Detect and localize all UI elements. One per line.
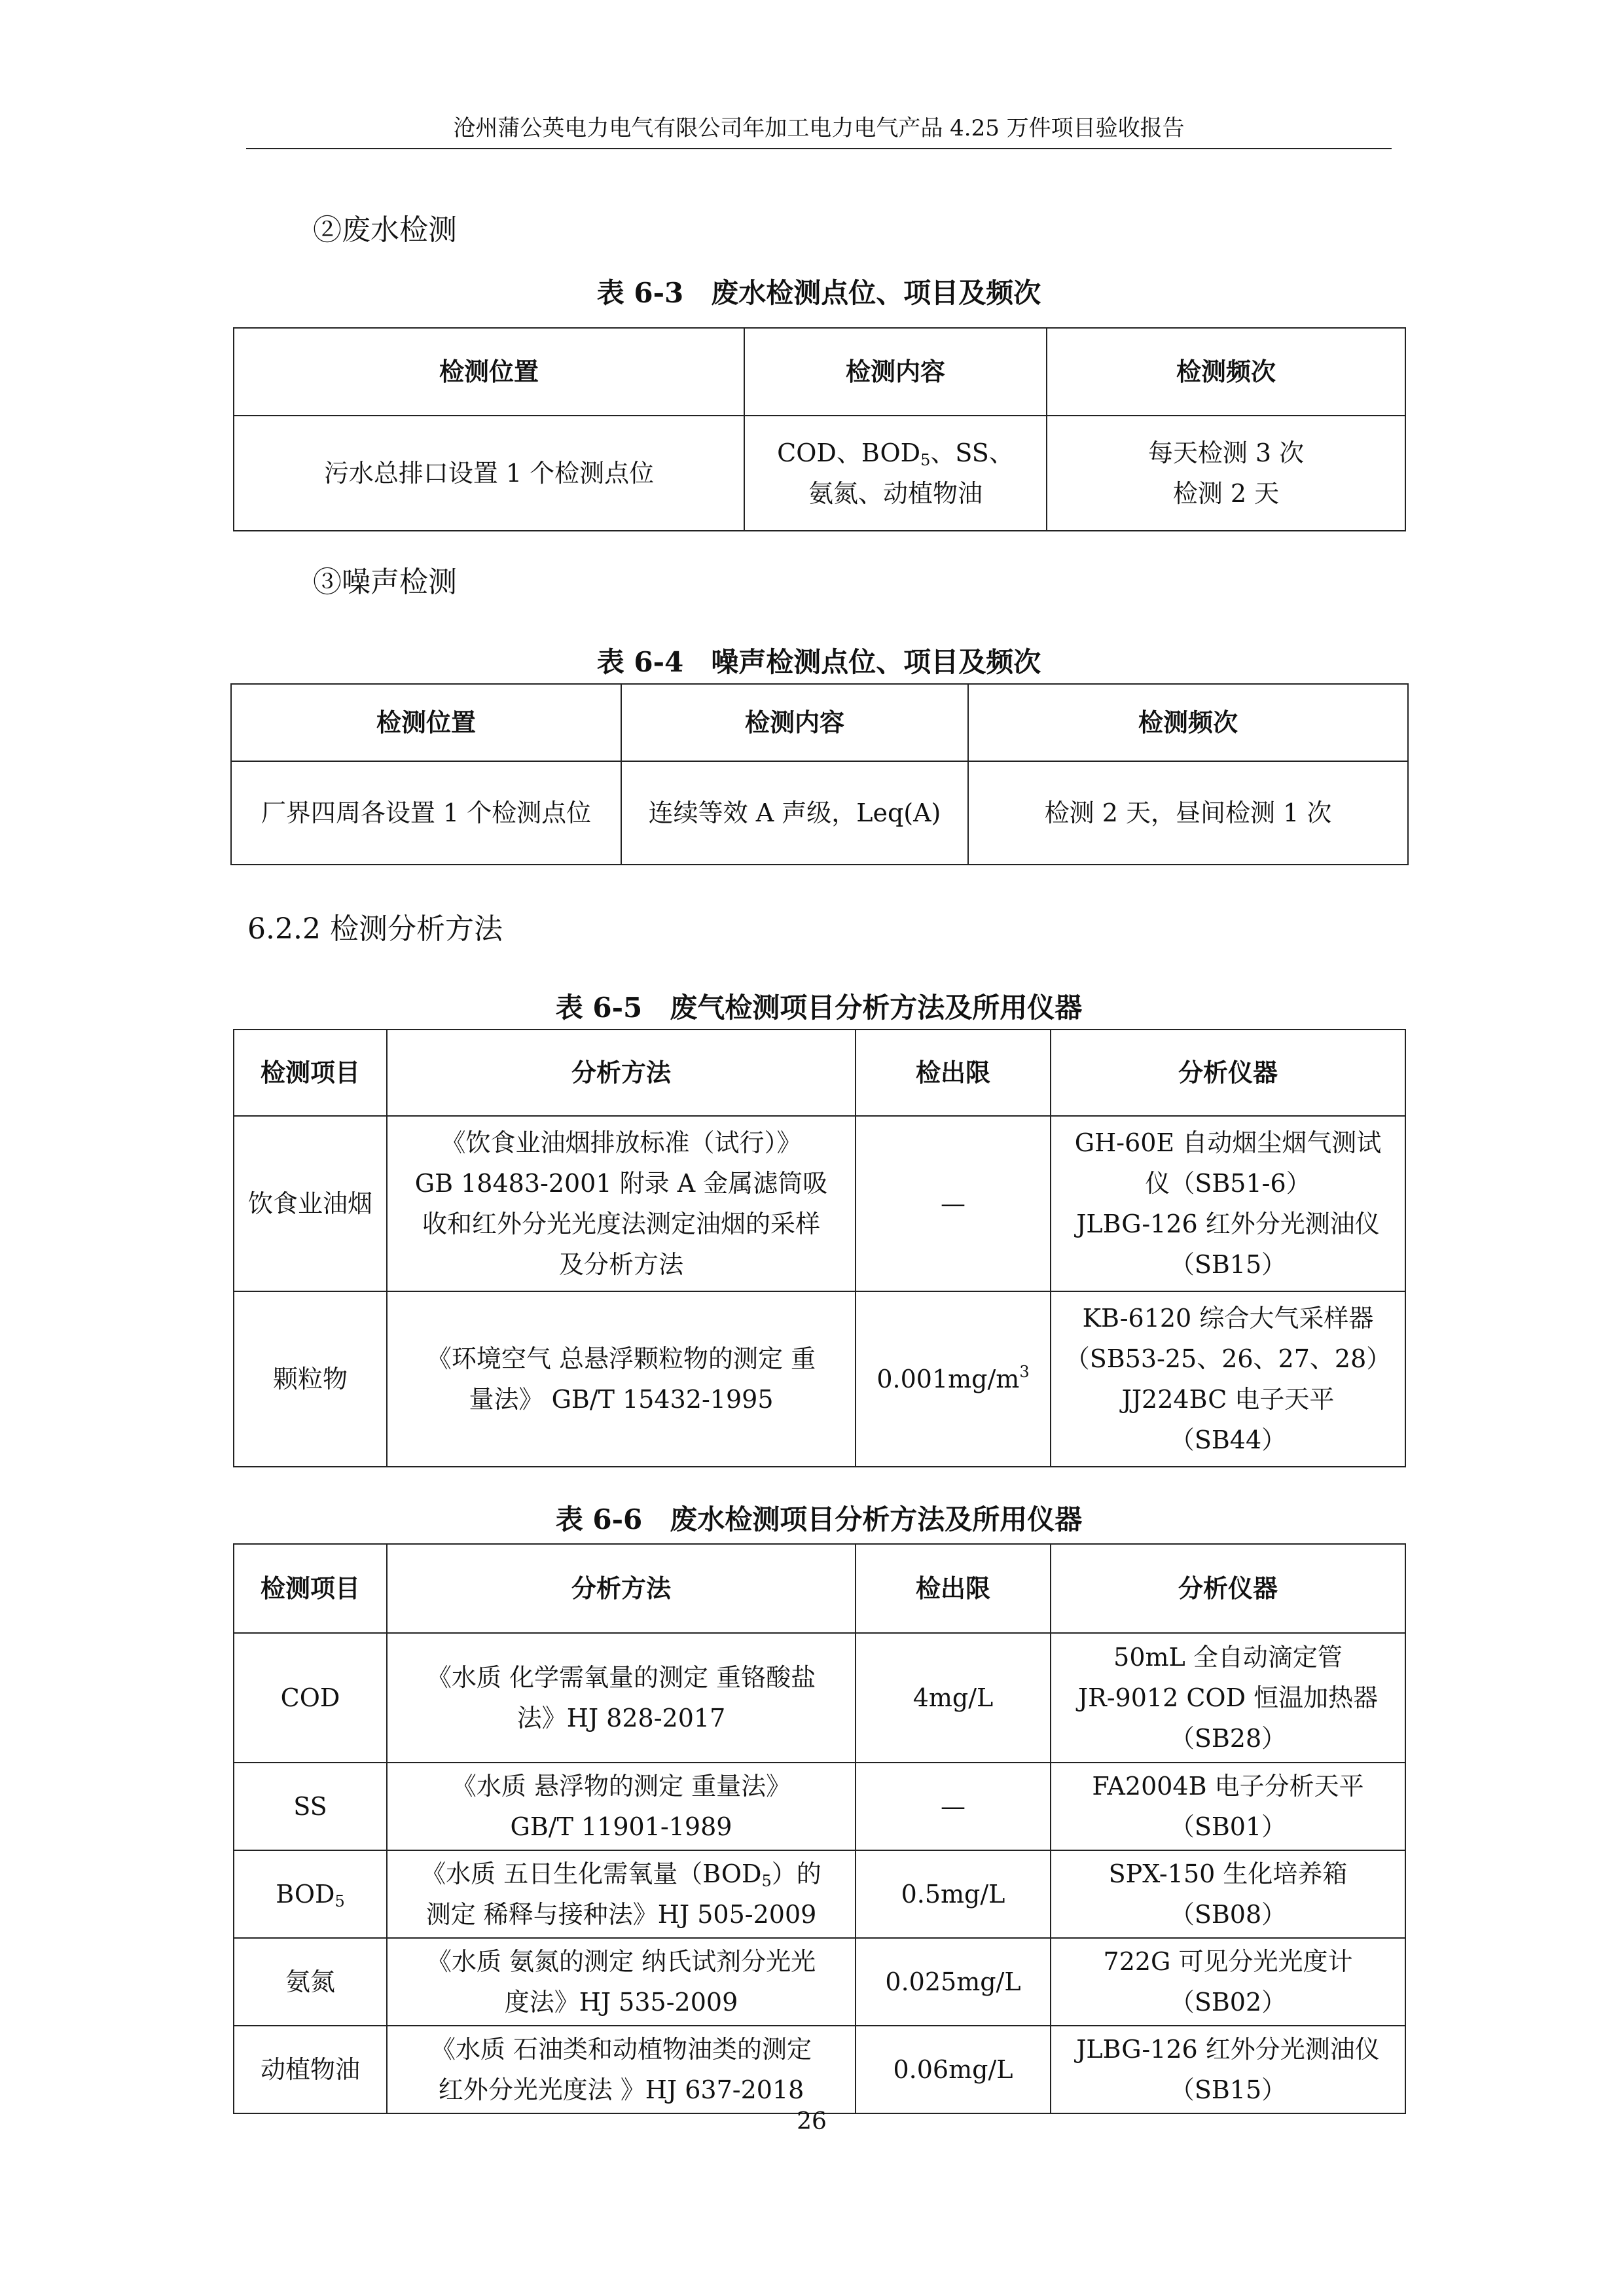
table-row xyxy=(231,761,1408,865)
instrument-line: SPX-150 生化培养箱 xyxy=(1108,1859,1348,1888)
frequency-line1: 每天检测 3 次 xyxy=(1147,439,1305,467)
table-header-row xyxy=(234,1544,1405,1633)
instrument-line: 仪（SB51-6） xyxy=(1145,1169,1311,1198)
table-row xyxy=(234,1633,1405,1763)
location-cell: 污水总排口设置 1 个检测点位 xyxy=(234,416,744,531)
item-cell: COD xyxy=(234,1633,387,1763)
method-cell xyxy=(387,1763,856,1850)
limit-value: 0.001mg/m xyxy=(876,1365,1020,1393)
content-line1-post: 、SS、 xyxy=(930,439,1014,467)
location-cell: 厂界四周各设置 1 个检测点位 xyxy=(231,761,621,865)
wastewater-heading: ②废水检测 xyxy=(313,213,457,247)
method-cell xyxy=(387,1291,856,1467)
instrument-cell xyxy=(1051,1850,1405,1938)
instrument-line: （SB28） xyxy=(1169,1724,1287,1753)
instrument-cell xyxy=(1051,1633,1405,1763)
instrument-line: 722G 可见分光光度计 xyxy=(1103,1947,1353,1976)
table-row xyxy=(234,1938,1405,2026)
method-line: GB/T 11901-1989 xyxy=(510,1812,732,1841)
instrument-line: （SB02） xyxy=(1169,1988,1287,2017)
method-line: 度法》HJ 535-2009 xyxy=(504,1988,738,2017)
table-row xyxy=(234,416,1405,531)
method-line: 红外分光光度法 》HJ 637-2018 xyxy=(438,2075,804,2104)
table-6-3-caption: 表 6-3 废水检测点位、项目及频次 xyxy=(596,277,1041,309)
method-line: 《环境空气 总悬浮颗粒物的测定 重 xyxy=(426,1344,816,1373)
header-frequency: 检测频次 xyxy=(1047,328,1405,416)
instrument-line: KB-6120 综合大气采样器 xyxy=(1082,1304,1374,1333)
header-limit: 检出限 xyxy=(856,1030,1051,1116)
table-6-5 xyxy=(233,1029,1406,1467)
running-header: 沧州蒲公英电力电气有限公司年加工电力电气产品 4.25 万件项目验收报告 xyxy=(453,115,1185,141)
table-row xyxy=(234,2026,1405,2113)
header-method: 分析方法 xyxy=(387,1030,856,1116)
table-6-3 xyxy=(233,327,1406,531)
instrument-line: JJ224BC 电子天平 xyxy=(1121,1385,1335,1414)
limit-cell: — xyxy=(856,1116,1051,1291)
table-6-5-caption: 表 6-5 废气检测项目分析方法及所用仪器 xyxy=(555,992,1083,1024)
table-6-4 xyxy=(230,683,1409,865)
header-item: 检测项目 xyxy=(234,1544,387,1633)
method-line: 《饮食业油烟排放标准（试行）》 xyxy=(441,1128,802,1157)
table-row xyxy=(234,1763,1405,1850)
instrument-line: 50mL 全自动滴定管 xyxy=(1113,1643,1343,1672)
method-cell xyxy=(387,1116,856,1291)
item-cell: SS xyxy=(234,1763,387,1850)
header-frequency: 检测频次 xyxy=(968,684,1408,761)
instrument-line: （SB15） xyxy=(1169,1250,1287,1279)
table-row xyxy=(234,1291,1405,1467)
item-cell: 氨氮 xyxy=(234,1938,387,2026)
method-line: 《水质 石油类和动植物油类的测定 xyxy=(430,2035,812,2064)
page-number: 26 xyxy=(797,2108,827,2135)
frequency-cell: 检测 2 天，昼间检测 1 次 xyxy=(968,761,1408,865)
header-content: 检测内容 xyxy=(621,684,968,761)
instrument-line: JR-9012 COD 恒温加热器 xyxy=(1077,1683,1379,1712)
table-header-row xyxy=(234,328,1405,416)
item-cell: 颗粒物 xyxy=(234,1291,387,1467)
limit-cell: 0.5mg/L xyxy=(856,1850,1051,1938)
method-line: GB 18483-2001 附录 A 金属滤筒吸 xyxy=(414,1169,828,1198)
instrument-cell xyxy=(1051,1291,1405,1467)
instrument-line: JLBG-126 红外分光测油仪 xyxy=(1076,2035,1380,2064)
limit-superscript: 3 xyxy=(1019,1363,1030,1381)
method-line: 法》HJ 828-2017 xyxy=(516,1704,726,1732)
limit-cell xyxy=(856,1291,1051,1467)
limit-cell: — xyxy=(856,1763,1051,1850)
header-instrument: 分析仪器 xyxy=(1051,1544,1405,1633)
table-6-6 xyxy=(233,1543,1406,2114)
instrument-cell xyxy=(1051,1763,1405,1850)
header-rule xyxy=(246,148,1392,149)
instrument-line: JLBG-126 红外分光测油仪 xyxy=(1076,1210,1380,1238)
instrument-line: （SB44） xyxy=(1169,1426,1287,1454)
header-content: 检测内容 xyxy=(744,328,1047,416)
method-line1-pre: 《水质 五日生化需氧量（BOD xyxy=(421,1859,762,1888)
method-line: 量法》 GB/T 15432-1995 xyxy=(469,1385,774,1414)
method-heading: 6.2.2 检测分析方法 xyxy=(247,912,503,946)
table-header-row xyxy=(234,1030,1405,1116)
method-cell xyxy=(387,1850,856,1938)
content-line2: 氨氮、动植物油 xyxy=(808,479,983,508)
instrument-line: （SB53-25、26、27、28） xyxy=(1064,1344,1392,1373)
method-line1-sub: 5 xyxy=(761,1872,772,1890)
content-line1-sub: 5 xyxy=(920,451,931,469)
frequency-cell xyxy=(1047,416,1405,531)
method-line1-post: ）的 xyxy=(771,1859,821,1888)
content-cell xyxy=(744,416,1047,531)
limit-cell: 4mg/L xyxy=(856,1633,1051,1763)
instrument-line: （SB15） xyxy=(1169,2075,1287,2104)
header-method: 分析方法 xyxy=(387,1544,856,1633)
method-line: 《水质 化学需氧量的测定 重铬酸盐 xyxy=(426,1663,816,1692)
instrument-line: FA2004B 电子分析天平 xyxy=(1092,1772,1364,1801)
table-6-4-caption: 表 6-4 噪声检测点位、项目及频次 xyxy=(596,646,1041,678)
item-subscript: 5 xyxy=(334,1892,345,1910)
limit-cell: 0.025mg/L xyxy=(856,1938,1051,2026)
item-cell: 动植物油 xyxy=(234,2026,387,2113)
method-cell xyxy=(387,1938,856,2026)
table-6-6-caption: 表 6-6 废水检测项目分析方法及所用仪器 xyxy=(555,1503,1083,1535)
noise-heading: ③噪声检测 xyxy=(313,565,457,599)
instrument-cell xyxy=(1051,2026,1405,2113)
header-instrument: 分析仪器 xyxy=(1051,1030,1405,1116)
header-limit: 检出限 xyxy=(856,1544,1051,1633)
method-cell xyxy=(387,1633,856,1763)
method-cell xyxy=(387,2026,856,2113)
header-location: 检测位置 xyxy=(234,328,744,416)
item-text: BOD xyxy=(276,1880,335,1909)
limit-cell: 0.06mg/L xyxy=(856,2026,1051,2113)
header-item: 检测项目 xyxy=(234,1030,387,1116)
method-line: 《水质 悬浮物的测定 重量法》 xyxy=(451,1772,791,1801)
frequency-line2: 检测 2 天 xyxy=(1172,479,1280,508)
instrument-line: GH-60E 自动烟尘烟气测试 xyxy=(1074,1128,1382,1157)
instrument-line: （SB01） xyxy=(1169,1812,1287,1841)
instrument-cell xyxy=(1051,1116,1405,1291)
method-line: 《水质 氨氮的测定 纳氏试剂分光光 xyxy=(426,1947,816,1976)
instrument-cell xyxy=(1051,1938,1405,2026)
content-line1-pre: COD、BOD xyxy=(777,439,921,467)
instrument-line: （SB08） xyxy=(1169,1900,1287,1929)
item-cell: 饮食业油烟 xyxy=(234,1116,387,1291)
content-cell: 连续等效 A 声级，Leq(A) xyxy=(621,761,968,865)
table-header-row xyxy=(231,684,1408,761)
table-row xyxy=(234,1116,1405,1291)
header-location: 检测位置 xyxy=(231,684,621,761)
method-line: 及分析方法 xyxy=(558,1250,683,1279)
method-line: 收和红外分光光度法测定油烟的采样 xyxy=(422,1210,820,1238)
table-row xyxy=(234,1850,1405,1938)
method-line: 测定 稀释与接种法》HJ 505-2009 xyxy=(425,1900,817,1929)
item-cell xyxy=(234,1850,387,1938)
